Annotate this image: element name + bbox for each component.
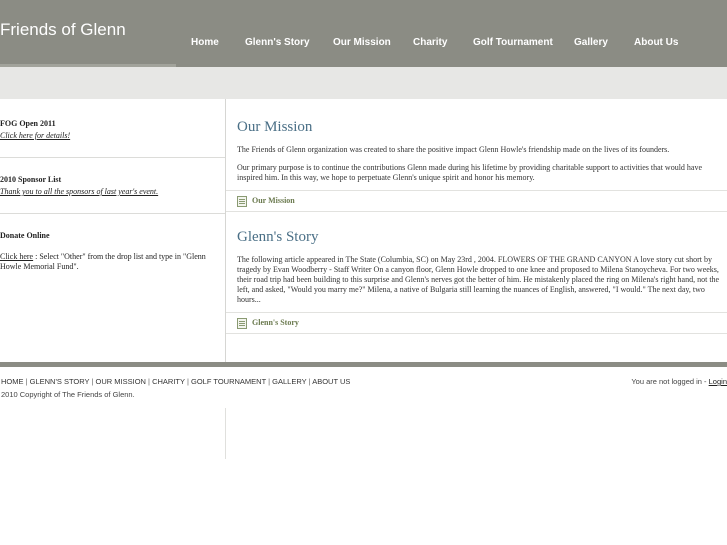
nav-golf-tournament[interactable]: Golf Tournament bbox=[473, 37, 553, 48]
footer-separator: | bbox=[145, 377, 153, 386]
donate-link[interactable]: Click here bbox=[0, 252, 34, 261]
nav-about-us[interactable]: About Us bbox=[634, 37, 679, 48]
footer-link-our-mission[interactable]: OUR MISSION bbox=[95, 377, 146, 386]
mission-paragraph-2: Our primary purpose is to continue the contributions Glenn made during his lifetime by providing charitable support to activities that would have inspired him. In this way, we hope to perpetuate Glenn's unique spirit and honor his memory. bbox=[237, 163, 703, 182]
footer-link-golf-tournament[interactable]: GOLF TOURNAMENT bbox=[191, 377, 267, 386]
sponsor-block bbox=[0, 175, 225, 196]
mission-read-more-link[interactable]: Our Mission bbox=[252, 196, 295, 205]
sponsor-link[interactable]: Thank you to all the sponsors of last year's event. bbox=[0, 187, 159, 196]
footer-link-gallery[interactable]: GALLERY bbox=[272, 377, 307, 386]
site-title[interactable]: Friends of Glenn bbox=[0, 20, 126, 39]
sidebar-divider bbox=[0, 213, 225, 214]
fog-open-link[interactable]: Click here for details! bbox=[0, 131, 71, 140]
donate-block bbox=[0, 231, 225, 272]
nav-our-mission[interactable]: Our Mission bbox=[333, 37, 391, 48]
sponsor-title: 2010 Sponsor List bbox=[0, 175, 62, 184]
footer-link-glenns-story[interactable]: GLENN'S STORY bbox=[29, 377, 90, 386]
footer-separator: | bbox=[306, 377, 313, 386]
footer-bar bbox=[0, 362, 727, 367]
donate-text-line bbox=[0, 252, 215, 272]
main-nav bbox=[0, 0, 727, 67]
footer-link-home[interactable]: HOME bbox=[1, 377, 24, 386]
mission-paragraph-1: The Friends of Glenn organization was created to share the positive impact Glenn Howle's friendship made on the lives of its founders. bbox=[237, 145, 670, 154]
nav-gallery[interactable]: Gallery bbox=[574, 37, 608, 48]
bottom-divider bbox=[225, 408, 226, 459]
donate-instructions: : Select "Other" from the drop list and type in "Glenn Howle Memorial Fund". bbox=[0, 252, 206, 271]
nav-glenns-story[interactable]: Glenn's Story bbox=[245, 37, 310, 48]
sidebar-divider bbox=[0, 157, 225, 158]
sub-header-bar bbox=[0, 67, 727, 99]
footer-link-charity[interactable]: CHARITY bbox=[152, 377, 185, 386]
story-read-more-link[interactable]: Glenn's Story bbox=[252, 318, 299, 327]
login-status bbox=[631, 377, 727, 386]
footer-separator: | bbox=[184, 377, 192, 386]
story-paragraph: The following article appeared in The State (Columbia, SC) on May 23rd , 2004. FLOWERS OF THE GRAND CANYON A love story cut short by tragedy by Evan Woodberry - Staff Writer On a canyon floor, Glenn Howle dropped to one knee and proposed to Milena Stanoycheva. For two weeks, their road trip had been building to this surprise and Glenn's nerves got the better of him. He mistakenly placed the ring on Milena's right hand, not the left, and asked, "Would you marry me?" Milena, a native of Bulgaria still learning the nuances of English, answered, "I would." The next day, two hours... bbox=[237, 255, 720, 304]
fog-open-block bbox=[0, 119, 225, 140]
footer-separator: | bbox=[23, 377, 30, 386]
mission-read-more bbox=[226, 190, 727, 212]
story-title[interactable]: Glenn's Story bbox=[237, 229, 319, 245]
nav-home[interactable]: Home bbox=[191, 37, 219, 48]
copyright: 2010 Copyright of The Friends of Glenn. bbox=[1, 390, 135, 399]
footer-link-about-us[interactable]: ABOUT US bbox=[312, 377, 351, 386]
fog-open-title: FOG Open 2011 bbox=[0, 119, 56, 128]
document-icon bbox=[237, 196, 247, 207]
footer-separator: | bbox=[266, 377, 273, 386]
login-status-text: You are not logged in - bbox=[631, 377, 709, 386]
site-header bbox=[0, 0, 727, 67]
document-icon bbox=[237, 318, 247, 329]
story-read-more bbox=[226, 312, 727, 334]
mission-title[interactable]: Our Mission bbox=[237, 119, 313, 135]
sidebar bbox=[0, 99, 226, 362]
main-content bbox=[226, 99, 727, 362]
nav-charity[interactable]: Charity bbox=[413, 37, 448, 48]
footer-separator: | bbox=[89, 377, 96, 386]
footer-nav bbox=[1, 377, 350, 386]
login-link[interactable]: Login bbox=[708, 377, 727, 386]
donate-title: Donate Online bbox=[0, 231, 50, 240]
